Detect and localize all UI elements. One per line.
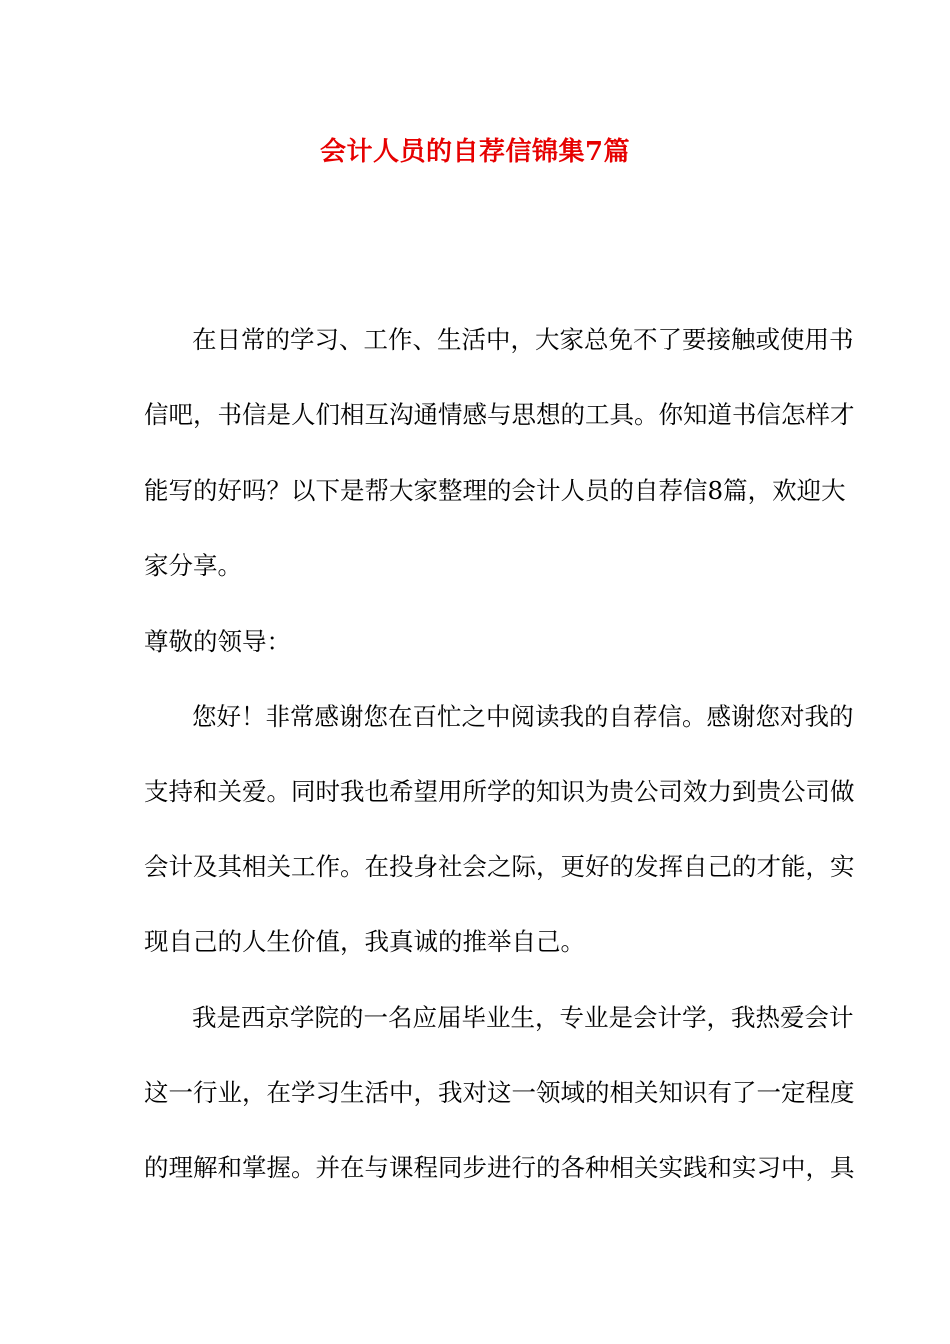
paragraph-1-line-4: 家分享。	[144, 551, 242, 580]
paragraph-3-line-2: 支持和关爱。同时我也希望用所学的知识为贵公司效力到贵公司做	[144, 777, 855, 806]
paragraph-1-line-3: 能写的好吗？以下是帮大家整理的会计人员的自荐信8篇，欢迎大	[144, 476, 846, 505]
paragraph-3-line-3: 会计及其相关工作。在投身社会之际，更好的发挥自己的才能，实	[144, 852, 855, 881]
paragraph-4-line-3: 的理解和掌握。并在与课程同步进行的各种相关实践和实习中，具	[144, 1153, 855, 1182]
document-title: 会计人员的自荐信锦集7篇	[319, 137, 631, 167]
paragraph-1-line-2: 信吧，书信是人们相互沟通情感与思想的工具。你知道书信怎样才	[144, 400, 855, 429]
paragraph-4-line-1: 我是西京学院的一名应届毕业生，专业是会计学，我热爱会计	[192, 1003, 854, 1032]
paragraph-1-line-1: 在日常的学习、工作、生活中，大家总免不了要接触或使用书	[192, 325, 854, 354]
salutation: 尊敬的领导：	[144, 627, 291, 656]
paragraph-4-line-2: 这一行业，在学习生活中，我对这一领域的相关知识有了一定程度	[144, 1078, 855, 1107]
paragraph-3-line-4: 现自己的人生价值，我真诚的推举自己。	[144, 927, 585, 956]
paragraph-3-line-1: 您好！非常感谢您在百忙之中阅读我的自荐信。感谢您对我的	[192, 702, 854, 731]
